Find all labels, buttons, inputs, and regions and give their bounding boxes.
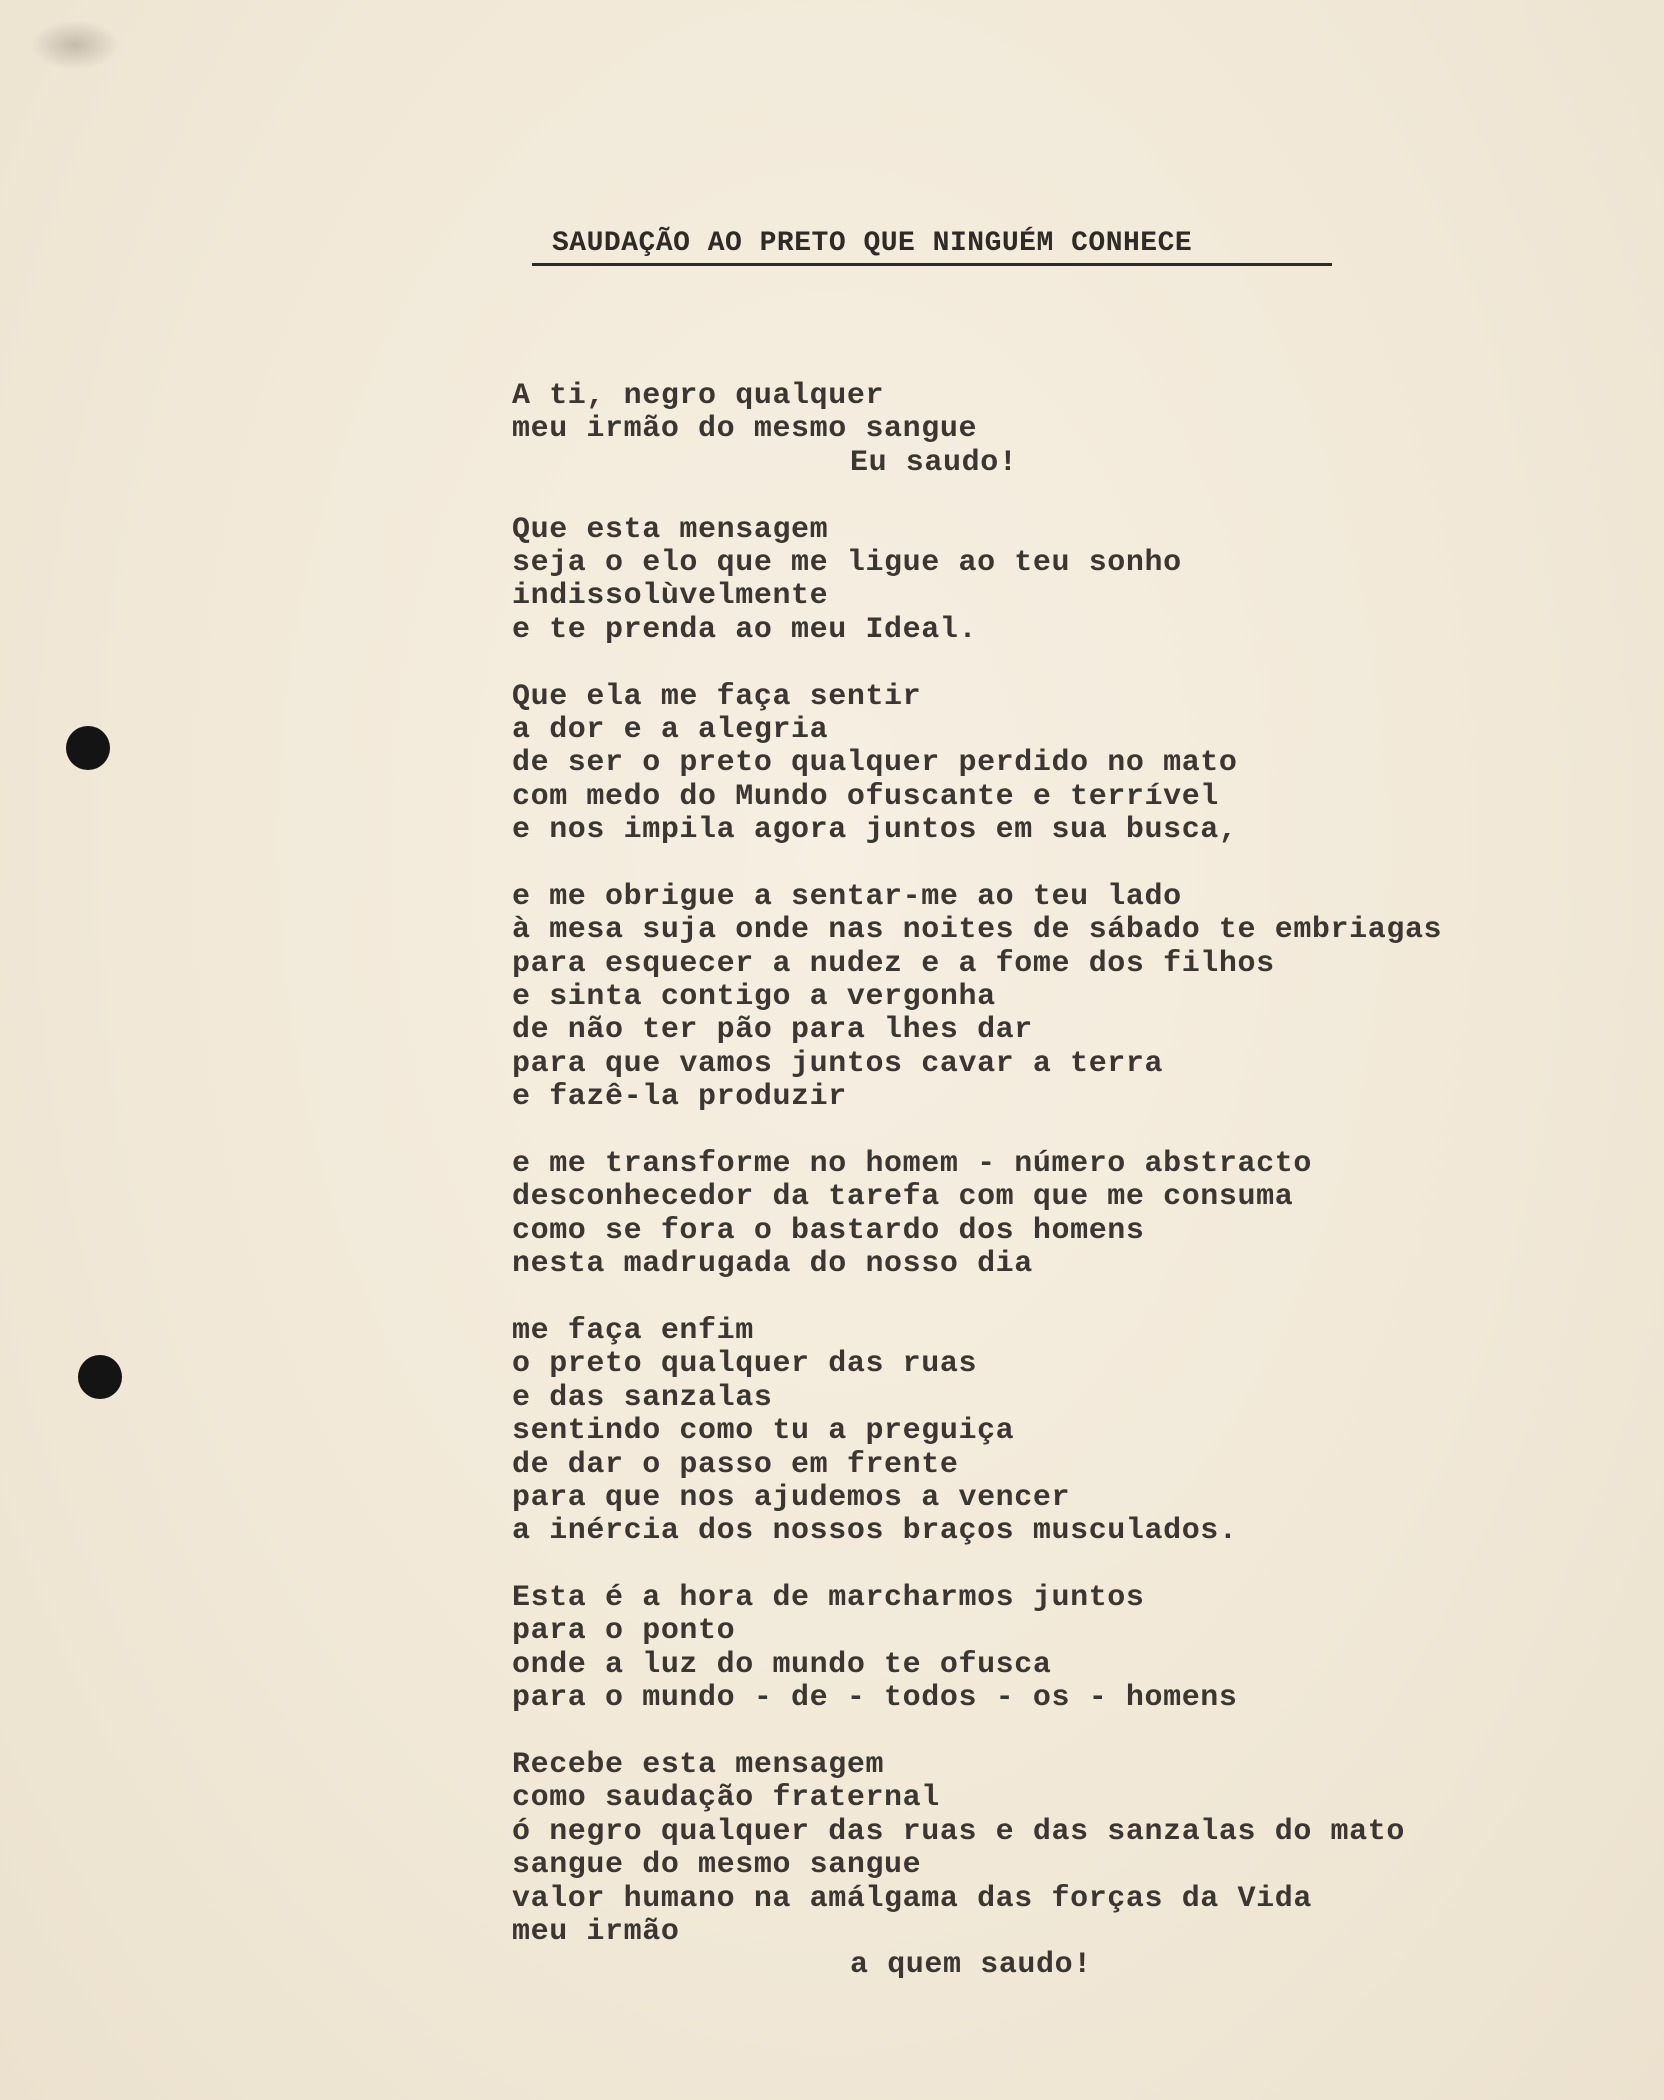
poem-line: com medo do Mundo ofuscante e terrível xyxy=(512,779,1219,814)
poem-line: indissolùvelmente xyxy=(512,579,829,614)
poem-line: a dor e a alegria xyxy=(512,712,829,747)
poem-line: o preto qualquer das ruas xyxy=(512,1347,978,1382)
poem-line: e me obrigue a sentar-me ao teu lado xyxy=(512,879,1182,914)
poem-line: como se fora o bastardo dos homens xyxy=(512,1213,1145,1248)
stanza-4 xyxy=(512,881,1612,1115)
poem-line: e nos impila agora juntos em sua busca, xyxy=(512,813,1238,848)
stanza-7 xyxy=(512,1582,1612,1716)
poem-line: seja o elo que me ligue ao teu sonho xyxy=(512,545,1182,580)
poem-line: ó negro qualquer das ruas e das sanzalas do mato xyxy=(512,1814,1405,1849)
ink-smudge xyxy=(30,20,120,70)
poem-line: como saudação fraternal xyxy=(512,1781,940,1816)
poem-body xyxy=(512,380,1612,2016)
poem-line: e me transforme no homem - número abstracto xyxy=(512,1146,1312,1181)
poem-line: sangue do mesmo sangue xyxy=(512,1848,922,1883)
poem-line: meu irmão xyxy=(512,1914,680,1949)
punch-hole xyxy=(78,1355,122,1399)
poem-line: nesta madrugada do nosso dia xyxy=(512,1247,1033,1282)
poem-line: para o ponto xyxy=(512,1614,736,1649)
poem-line: e das sanzalas xyxy=(512,1380,773,1415)
stanza-2 xyxy=(512,514,1612,648)
poem-line: para esquecer a nudez e a fome dos filhos xyxy=(512,946,1275,981)
stanza-5 xyxy=(512,1148,1612,1282)
poem-line: para o mundo - de - todos - os - homens xyxy=(512,1681,1238,1716)
poem-line: à mesa suja onde nas noites de sábado te embriagas xyxy=(512,913,1443,948)
poem-line: meu irmão do mesmo sangue xyxy=(512,412,978,447)
poem-line: para que nos ajudemos a vencer xyxy=(512,1480,1071,1515)
poem-line: a quem saudo! xyxy=(850,1948,1092,1983)
poem-line: Recebe esta mensagem xyxy=(512,1748,885,1783)
poem-line: de não ter pão para lhes dar xyxy=(512,1013,1033,1048)
poem-line: e te prenda ao meu Ideal. xyxy=(512,612,978,647)
poem-line: sentindo como tu a preguiça xyxy=(512,1414,1015,1449)
poem-line: para que vamos juntos cavar a terra xyxy=(512,1046,1164,1081)
poem-line: Eu saudo! xyxy=(850,445,1018,480)
poem-line: Que ela me faça sentir xyxy=(512,679,922,714)
stanza-6 xyxy=(512,1315,1612,1549)
poem-line: e sinta contigo a vergonha xyxy=(512,980,996,1015)
poem-line: Esta é a hora de marcharmos juntos xyxy=(512,1581,1145,1616)
poem-line: a inércia dos nossos braços musculados. xyxy=(512,1514,1238,1549)
stanza-1 xyxy=(512,380,1612,480)
poem-line: desconhecedor da tarefa com que me consuma xyxy=(512,1180,1294,1215)
poem-line: de dar o passo em frente xyxy=(512,1447,959,1482)
poem-line: A ti, negro qualquer xyxy=(512,379,885,413)
poem-line: onde a luz do mundo te ofusca xyxy=(512,1647,1052,1682)
poem-title: SAUDAÇÃO AO PRETO QUE NINGUÉM CONHECE xyxy=(532,228,1332,266)
poem-line: valor humano na amálgama das forças da Vida xyxy=(512,1881,1312,1916)
stanza-3 xyxy=(512,681,1612,848)
poem-line: me faça enfim xyxy=(512,1313,754,1348)
punch-hole xyxy=(66,726,110,770)
poem-line: e fazê-la produzir xyxy=(512,1080,847,1115)
stanza-8 xyxy=(512,1749,1612,1983)
poem-line: de ser o preto qualquer perdido no mato xyxy=(512,746,1238,781)
poem-line: Que esta mensagem xyxy=(512,512,829,547)
